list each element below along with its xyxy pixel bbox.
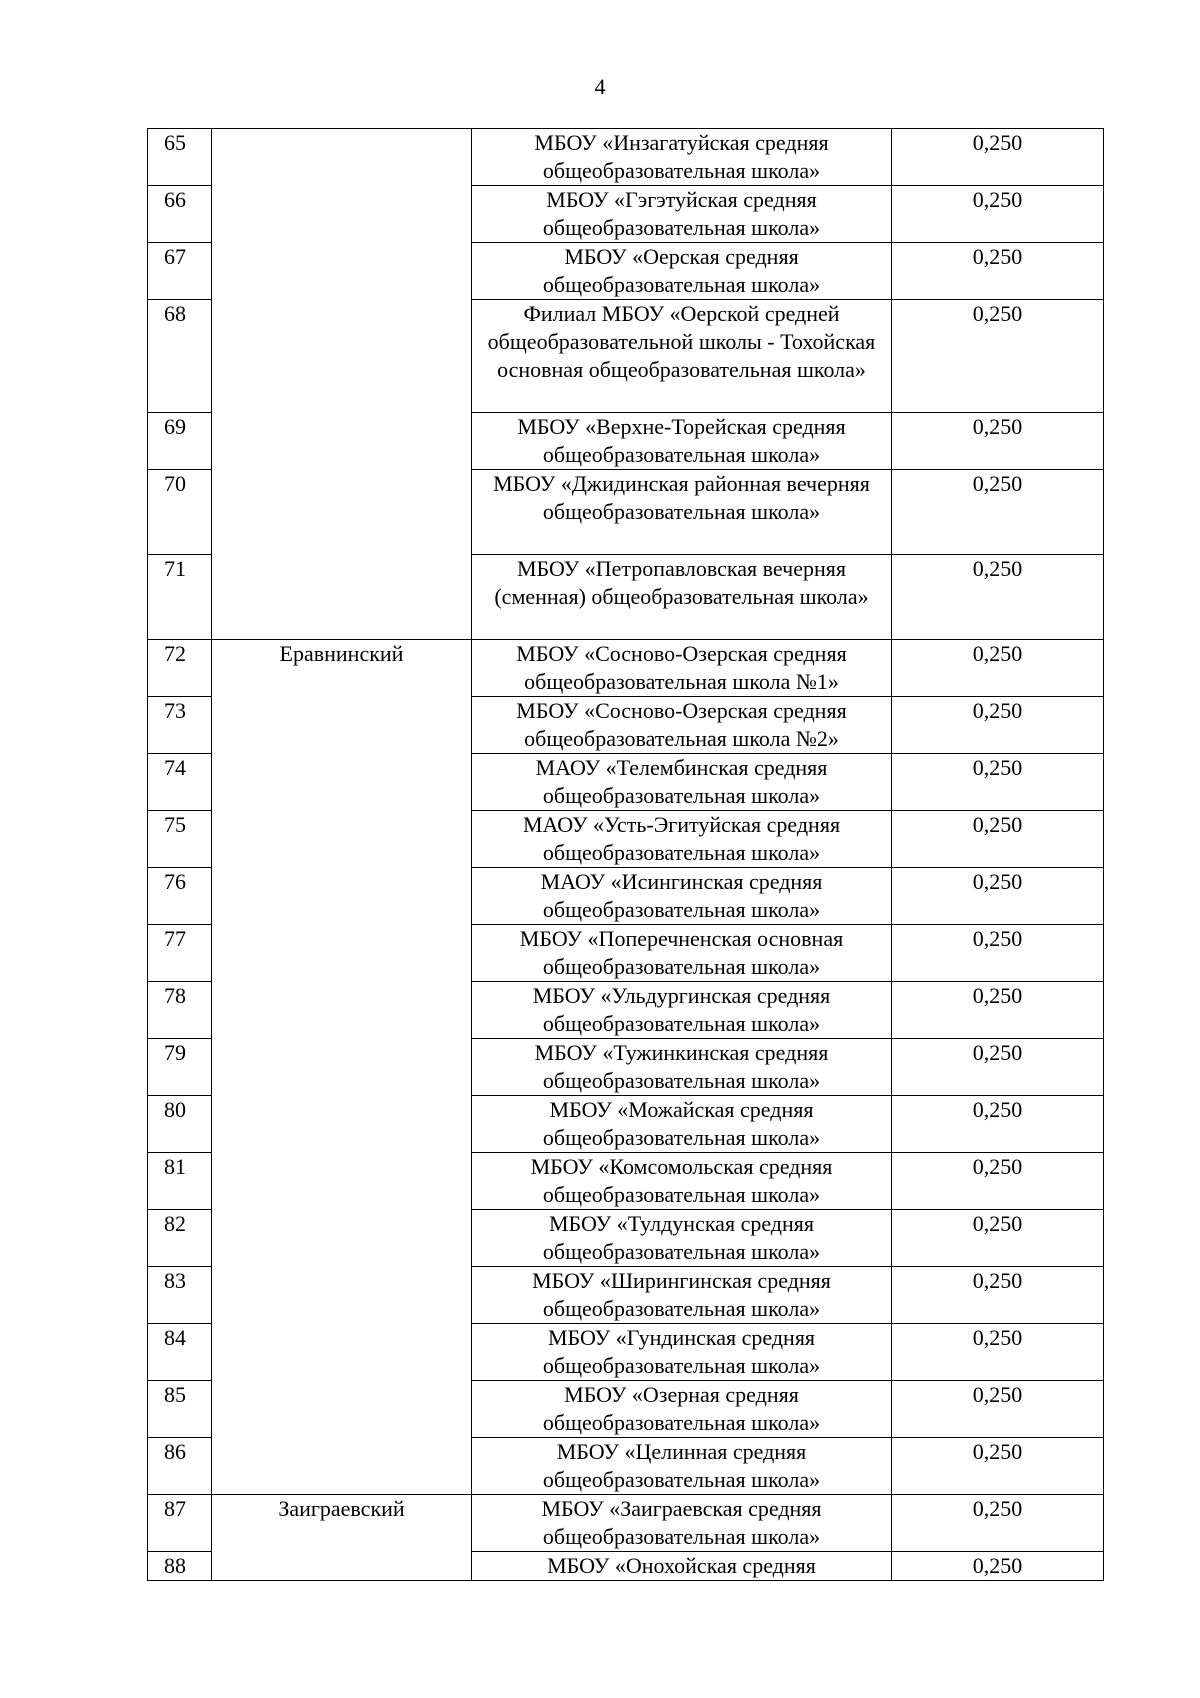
- district-cell: [212, 129, 472, 640]
- row-number: 78: [148, 982, 212, 1039]
- row-number: 85: [148, 1381, 212, 1438]
- value-cell: 0,250: [892, 811, 1104, 868]
- school-name: МБОУ «Онохойская средняя: [472, 1552, 892, 1581]
- row-number: 88: [148, 1552, 212, 1581]
- school-name: МБОУ «Оерская средняя общеобразовательная школа»: [472, 243, 892, 300]
- page-number: 4: [594, 74, 606, 99]
- row-number: 79: [148, 1039, 212, 1096]
- value-cell: 0,250: [892, 186, 1104, 243]
- value-cell: 0,250: [892, 1267, 1104, 1324]
- value-cell: 0,250: [892, 1495, 1104, 1552]
- row-number: 70: [148, 470, 212, 555]
- value-cell: 0,250: [892, 555, 1104, 640]
- row-number: 72: [148, 640, 212, 697]
- row-number: 75: [148, 811, 212, 868]
- school-name: МБОУ «Гундинская средняя общеобразовательная школа»: [472, 1324, 892, 1381]
- school-name: МБОУ «Озерная средняя общеобразовательная школа»: [472, 1381, 892, 1438]
- row-number: 67: [148, 243, 212, 300]
- value-cell: 0,250: [892, 1381, 1104, 1438]
- row-number: 66: [148, 186, 212, 243]
- value-cell: 0,250: [892, 982, 1104, 1039]
- row-number: 74: [148, 754, 212, 811]
- school-name: МБОУ «Поперечненская основная общеобразовательная школа»: [472, 925, 892, 982]
- row-number: 80: [148, 1096, 212, 1153]
- school-name: МАОУ «Телембинская средняя общеобразовательная школа»: [472, 754, 892, 811]
- value-cell: 0,250: [892, 1153, 1104, 1210]
- table-row: [148, 1495, 1104, 1552]
- school-name: МБОУ «Тулдунская средняя общеобразовательная школа»: [472, 1210, 892, 1267]
- value-cell: 0,250: [892, 1210, 1104, 1267]
- district-cell: Заиграевский: [212, 1495, 472, 1581]
- row-number: 71: [148, 555, 212, 640]
- school-name: МБОУ «Джидинская районная вечерняя общеобразовательная школа»: [472, 470, 892, 555]
- school-name: МАОУ «Усть-Эгитуйская средняя общеобразовательная школа»: [472, 811, 892, 868]
- value-cell: 0,250: [892, 697, 1104, 754]
- row-number: 65: [148, 129, 212, 186]
- row-number: 83: [148, 1267, 212, 1324]
- school-name: МБОУ «Инзагатуйская средняя общеобразовательная школа»: [472, 129, 892, 186]
- value-cell: 0,250: [892, 1438, 1104, 1495]
- school-name: МБОУ «Ширингинская средняя общеобразовательная школа»: [472, 1267, 892, 1324]
- school-name: МБОУ «Можайская средняя общеобразовательная школа»: [472, 1096, 892, 1153]
- school-name: МБОУ «Заиграевская средняя общеобразовательная школа»: [472, 1495, 892, 1552]
- row-number: 73: [148, 697, 212, 754]
- value-cell: 0,250: [892, 470, 1104, 555]
- table-row: [148, 129, 1104, 186]
- row-number: 84: [148, 1324, 212, 1381]
- school-name: Филиал МБОУ «Оерской средней общеобразовательной школы - Тохойская основная общеобразовательная школа»: [472, 300, 892, 413]
- value-cell: 0,250: [892, 1039, 1104, 1096]
- value-cell: 0,250: [892, 925, 1104, 982]
- row-number: 68: [148, 300, 212, 413]
- schools-table: [147, 128, 1104, 1581]
- school-name: МБОУ «Целинная средняя общеобразовательная школа»: [472, 1438, 892, 1495]
- row-number: 82: [148, 1210, 212, 1267]
- school-name: МБОУ «Ульдургинская средняя общеобразовательная школа»: [472, 982, 892, 1039]
- school-name: МБОУ «Тужинкинская средняя общеобразовательная школа»: [472, 1039, 892, 1096]
- table-row: [148, 640, 1104, 697]
- district-cell: Еравнинский: [212, 640, 472, 1495]
- school-name: МБОУ «Петропавловская вечерняя (сменная) общеобразовательная школа»: [472, 555, 892, 640]
- school-name: МБОУ «Сосново-Озерская средняя общеобразовательная школа №1»: [472, 640, 892, 697]
- value-cell: 0,250: [892, 640, 1104, 697]
- value-cell: 0,250: [892, 300, 1104, 413]
- value-cell: 0,250: [892, 1324, 1104, 1381]
- school-name: МБОУ «Комсомольская средняя общеобразовательная школа»: [472, 1153, 892, 1210]
- value-cell: 0,250: [892, 868, 1104, 925]
- row-number: 87: [148, 1495, 212, 1552]
- value-cell: 0,250: [892, 1552, 1104, 1581]
- school-name: МБОУ «Гэгэтуйская средняя общеобразовательная школа»: [472, 186, 892, 243]
- value-cell: 0,250: [892, 129, 1104, 186]
- row-number: 81: [148, 1153, 212, 1210]
- value-cell: 0,250: [892, 754, 1104, 811]
- value-cell: 0,250: [892, 1096, 1104, 1153]
- row-number: 76: [148, 868, 212, 925]
- school-name: МБОУ «Сосново-Озерская средняя общеобразовательная школа №2»: [472, 697, 892, 754]
- school-name: МБОУ «Верхне-Торейская средняя общеобразовательная школа»: [472, 413, 892, 470]
- row-number: 69: [148, 413, 212, 470]
- value-cell: 0,250: [892, 243, 1104, 300]
- value-cell: 0,250: [892, 413, 1104, 470]
- row-number: 77: [148, 925, 212, 982]
- row-number: 86: [148, 1438, 212, 1495]
- school-name: МАОУ «Исингинская средняя общеобразовательная школа»: [472, 868, 892, 925]
